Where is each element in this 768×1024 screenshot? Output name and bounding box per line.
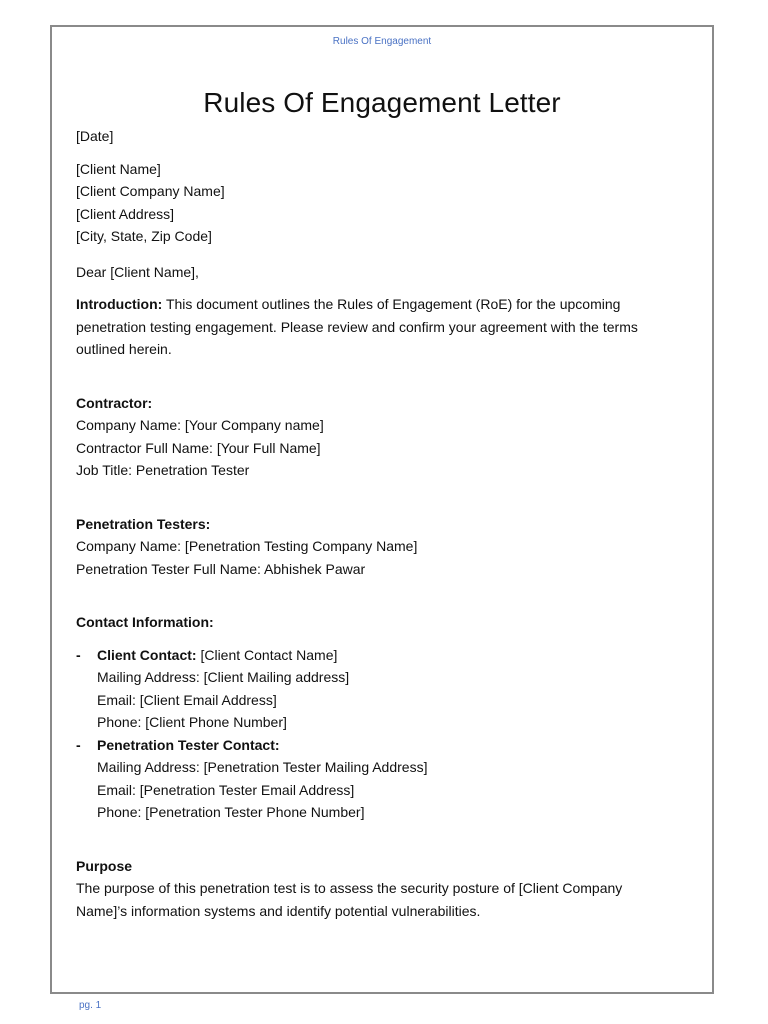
tester-phone: Phone: [Penetration Tester Phone Number] — [97, 804, 365, 820]
address-line: [City, State, Zip Code] — [76, 228, 212, 244]
contact-heading: Contact Information: — [76, 614, 214, 630]
page-number: pg. 1 — [79, 1000, 102, 1011]
contractor-heading: Contractor: — [76, 394, 153, 411]
salutation: Dear [Client Name], — [76, 263, 199, 280]
introduction-text: This document outlines the Rules of Engagement (RoE) for the upcoming — [162, 296, 621, 312]
testers-full-name: Penetration Tester Full Name: Abhishek Pawar — [76, 560, 366, 577]
introduction-line: outlined herein. — [76, 341, 172, 357]
document-page — [50, 25, 714, 994]
address-line: [Client Address] — [76, 205, 175, 222]
client-contact-value: [Client Contact Name] — [196, 646, 338, 663]
bullet-dash: - — [76, 736, 81, 753]
testers-section — [76, 513, 696, 581]
contractor-full-name: Contractor Full Name: [Your Full Name] — [76, 439, 321, 456]
tester-mailing: Mailing Address: [Penetration Tester Mailing Address] — [97, 759, 428, 775]
document-title: Rules Of Engagement Letter — [203, 87, 561, 118]
testers-company: Company Name: [Penetration Testing Company Name] — [76, 538, 418, 554]
client-mailing: Mailing Address: [Client Mailing address] — [97, 669, 350, 685]
introduction-label: Introduction: — [76, 296, 163, 312]
contractor-job-title: Job Title: Penetration Tester — [76, 462, 250, 478]
address-block — [76, 158, 696, 248]
contractor-company: Company Name: [Your Company name] — [76, 417, 324, 433]
page-header: Rules Of Engagement — [332, 36, 432, 47]
address-line: [Client Company Name] — [76, 183, 225, 199]
introduction-paragraph — [76, 293, 696, 361]
purpose-line: The purpose of this penetration test is to assess the security posture of [Client Company — [76, 880, 623, 896]
contractor-section — [76, 392, 696, 482]
purpose-heading: Purpose — [76, 857, 133, 874]
introduction-line: penetration testing engagement. Please review and confirm your agreement with the terms — [76, 318, 638, 335]
client-email: Email: [Client Email Address] — [97, 691, 277, 708]
tester-contact-label: Penetration Tester Contact: — [97, 736, 280, 753]
testers-heading: Penetration Testers: — [76, 515, 211, 532]
address-line: [Client Name] — [76, 160, 161, 177]
client-contact-label: Client Contact: — [97, 646, 197, 663]
date-line: [Date] — [76, 128, 114, 144]
bullet-dash: - — [76, 646, 81, 663]
client-phone: Phone: [Client Phone Number] — [97, 714, 287, 730]
contact-section — [76, 611, 696, 824]
tester-email: Email: [Penetration Tester Email Address] — [97, 781, 355, 798]
list-item — [76, 644, 696, 734]
letter-body — [76, 125, 696, 922]
purpose-section — [76, 855, 696, 923]
list-item — [76, 734, 696, 824]
purpose-line: Name]’s information systems and identify potential vulnerabilities. — [76, 902, 481, 919]
